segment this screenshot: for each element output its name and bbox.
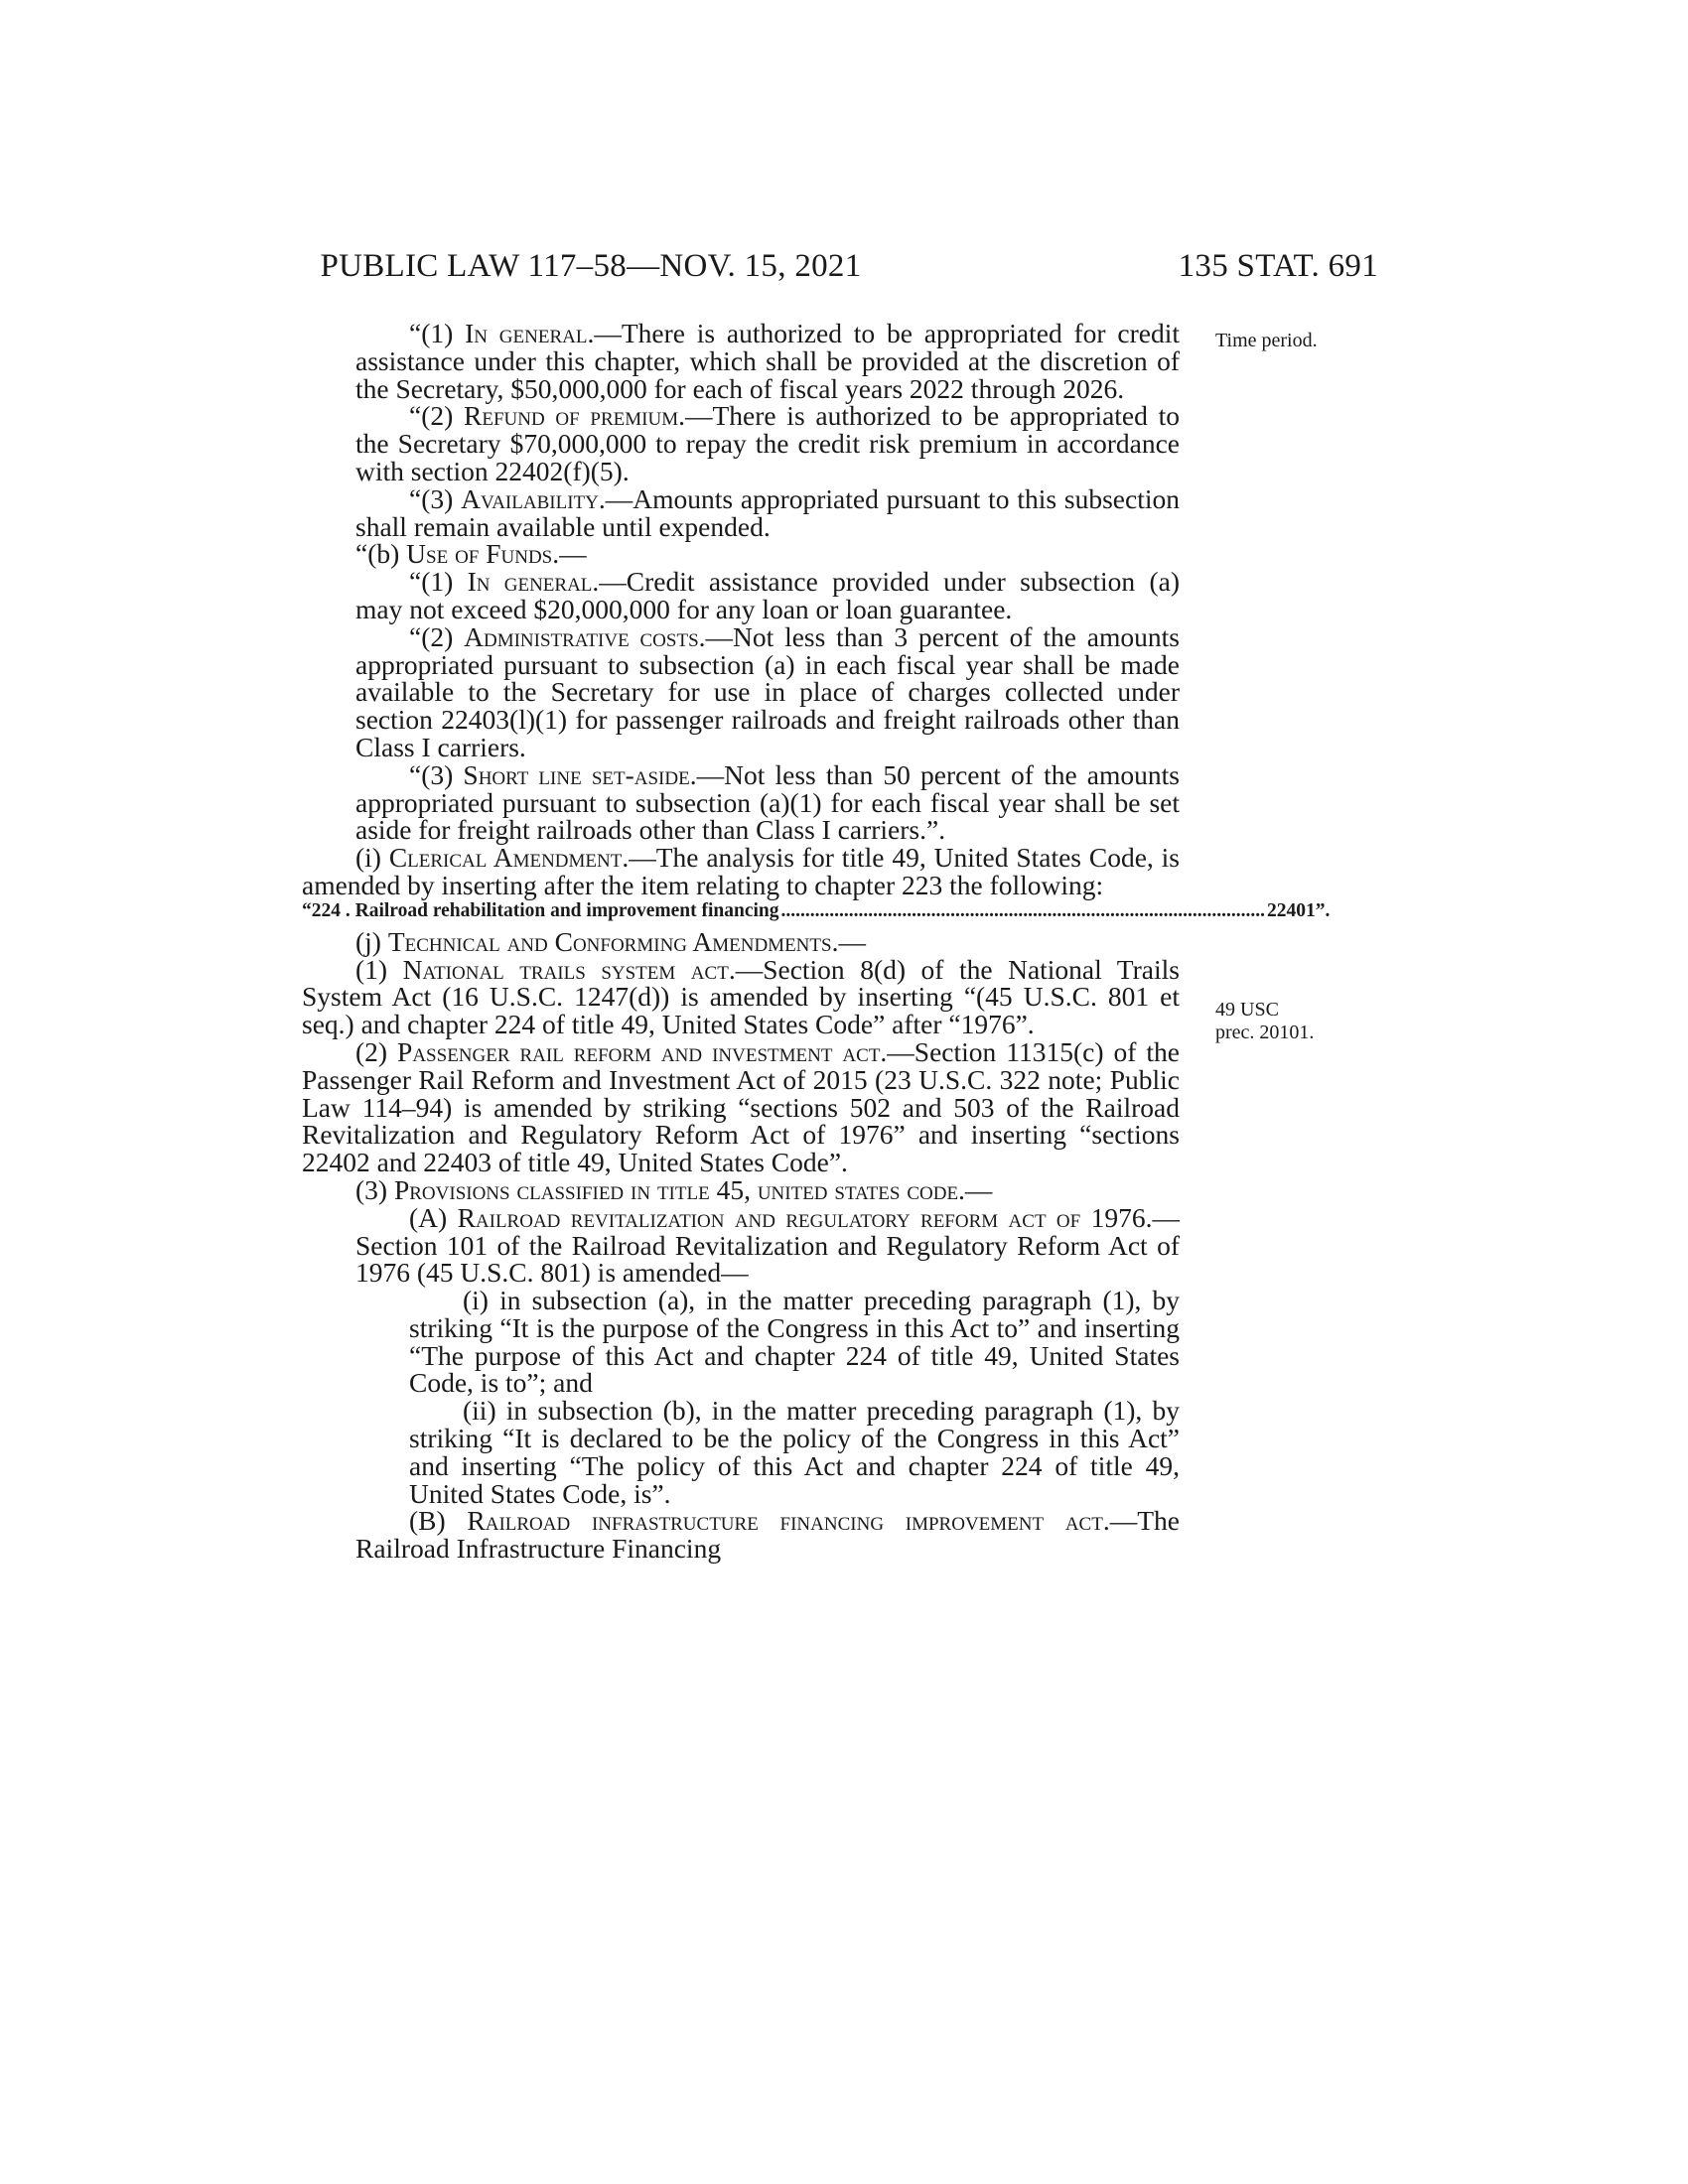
page-citation: 135 STAT. 691 <box>1178 248 1378 284</box>
paragraph-a2 <box>302 402 1180 484</box>
paragraph-number: “(3) <box>409 758 464 790</box>
paragraph-text: .—Section 11315(c) of the Passenger Rail Reform and Investment Act of 2015 (23 U.S.C. 322 note; Public Law 114–94) is amended by striking “sections 502 and 503 of the Railroad Revitalization and Regulatory Reform Act of 1976” and inserting “sections 22402 and 22403 of title 49, United States Code”. <box>302 1035 1180 1178</box>
paragraph-number: (1) <box>355 953 403 985</box>
paragraph-heading: In general <box>465 318 588 348</box>
paragraph-text: .— <box>958 1173 993 1205</box>
paragraph-heading: Provisions classified in title 45, united states code <box>393 1173 959 1205</box>
paragraph-heading: National trails system act <box>402 953 729 985</box>
running-header-title: PUBLIC LAW 117–58—NOV. 15, 2021 <box>320 248 862 284</box>
subsection-text: .—The analysis for title 49, United States Code, is amended by inserting after the item relating to chapter 223 the following: <box>302 842 1180 900</box>
paragraph-b1 <box>302 568 1180 623</box>
paragraph-text: .—Not less than 3 percent of the amounts appropriated pursuant to subsection (a) in each fiscal year shall be made available to the Secretary for use in place of charges collected under section 22403(l)(1) for passenger railroads and freight railroads other than Class I carriers. <box>355 620 1180 762</box>
paragraph-heading: In general <box>467 566 593 598</box>
subparagraph-number: (B) <box>409 1505 468 1537</box>
paragraph-heading: Short line set-aside <box>463 758 690 790</box>
paragraph-text: .—Amounts appropriated pursuant to this subsection shall remain available until expended. <box>355 482 1180 542</box>
paragraph-a3 <box>302 482 1180 542</box>
subsection-number: “(b) <box>355 538 407 570</box>
subparagraph-text: .—The Railroad Infrastructure Financing <box>355 1505 1180 1565</box>
subsection-number: (i) <box>355 842 389 874</box>
subparagraph-heading: Railroad revitalization and regulatory reform act of 1976 <box>457 1201 1146 1233</box>
paragraph-text: .—There is authorized to be appropriated for credit assistance under this chapter, which shall be provided at the discretion of the Secretary, $50,000,000 for each of fiscal years 2022 through 2026. <box>355 318 1180 404</box>
paragraph-heading: Refund of premium <box>464 400 679 432</box>
subsection-number: (j) <box>355 925 388 957</box>
paragraph-heading: Administrative costs <box>464 620 699 652</box>
subsection-heading: Clerical Amendment <box>388 842 623 874</box>
paragraph-number: “(3) <box>409 482 462 514</box>
margin-note-usc-line2: prec. 20101. <box>1215 1022 1315 1043</box>
clause-ii: (ii) in subsection (b), in the matter preceding paragraph (1), by striking “It is declared to be the policy of the Congress in this Act” and inserting “The policy of this Act and chapter 224 of title 49, United States Code, is”. <box>409 1395 1180 1509</box>
paragraph-j1 <box>302 953 1180 1040</box>
toc-entry-section: 22401”. <box>1267 899 1331 921</box>
paragraph-text: .—Not less than 50 percent of the amounts appropriated pursuant to subsection (a)(1) for each fiscal year shall be set aside for freight railroads other than Class I carriers.”. <box>355 758 1180 846</box>
paragraph-number: “(1) <box>409 566 468 598</box>
margin-note-usc-line1: 49 USC <box>1215 999 1279 1021</box>
subsection-b <box>302 540 1180 568</box>
table-of-contents-entry <box>302 899 1331 922</box>
paragraph-number: “(2) <box>409 620 465 652</box>
margin-note-time-period: Time period. <box>1215 330 1318 351</box>
paragraph-text: .—Credit assistance provided under subsection (a) may not exceed $20,000,000 for any loan or loan guarantee. <box>355 566 1180 624</box>
paragraph-text: .—There is authorized to be appropriated to the Secretary $70,000,000 to repay the credit risk premium in accordance with section 22402(f)(5). <box>355 400 1180 486</box>
subsection-heading: Use of Funds <box>406 538 553 570</box>
paragraph-heading: Passenger rail reform and investment act <box>397 1035 881 1067</box>
paragraph-number: (2) <box>355 1035 398 1067</box>
subparagraph-B <box>302 1507 1180 1563</box>
subsection-i <box>302 844 1180 899</box>
paragraph-number: “(1) <box>409 318 466 348</box>
paragraph-b2 <box>302 620 1180 762</box>
subparagraph-A <box>302 1201 1180 1289</box>
subsection-j <box>302 925 1180 957</box>
paragraph-text: .—Section 8(d) of the National Trails System Act (16 U.S.C. 1247(d)) is amended by inserting “(45 U.S.C. 801 et seq.) and chapter 224 of title 49, United States Code” after “1976”. <box>302 953 1180 1040</box>
paragraph-number: “(2) <box>409 400 464 432</box>
paragraph-number: (3) <box>355 1173 394 1205</box>
subsection-text: .— <box>831 925 866 957</box>
subparagraph-heading: Railroad infrastructure financing improvement act <box>467 1505 1103 1537</box>
subparagraph-text: .—Section 101 of the Railroad Revitalization and Regulatory Reform Act of 1976 (45 U.S.C. 801) is amended— <box>355 1201 1180 1289</box>
paragraph-heading: Availability <box>461 482 599 514</box>
subsection-text: .— <box>552 538 587 570</box>
toc-leader-dots: .................................................................................................... <box>780 899 1266 921</box>
paragraph-j2 <box>302 1035 1180 1178</box>
paragraph-a1 <box>302 320 1180 402</box>
paragraph-j3 <box>302 1173 1180 1205</box>
subsection-heading: Technical and Conforming Amendments <box>387 925 832 957</box>
paragraph-b3 <box>302 758 1180 846</box>
subparagraph-number: (A) <box>409 1201 458 1233</box>
margin-note-usc <box>1215 999 1314 1044</box>
toc-entry-title: “224 . Railroad rehabilitation and improvement financing <box>302 899 779 921</box>
clause-i: (i) in subsection (a), in the matter preceding paragraph (1), by striking “It is the purpose of the Congress in this Act to” and inserting “The purpose of this Act and chapter 224 of title 49, United States Code, is to”; and <box>409 1285 1180 1399</box>
